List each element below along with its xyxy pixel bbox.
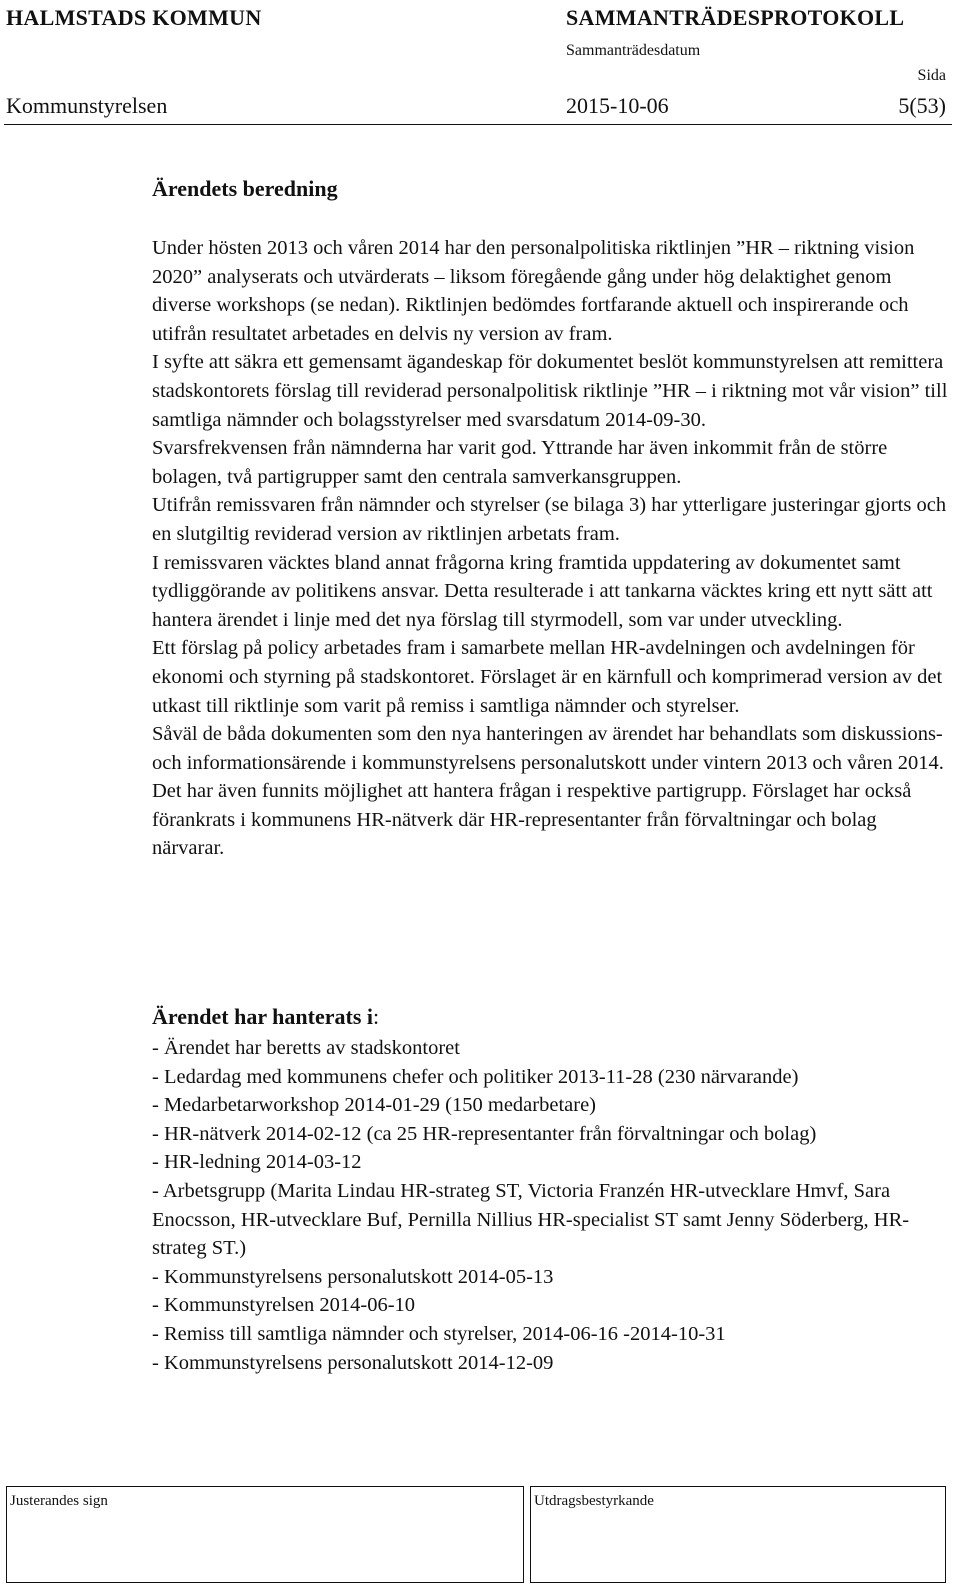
organization-name: HALMSTADS KOMMUN [6, 5, 262, 30]
extract-certification-box [530, 1486, 946, 1583]
section-title: Ärendets beredning [152, 176, 338, 201]
list-item: - HR-nätverk 2014-02-12 (ca 25 HR-representanter från förvaltningar och bolag) [152, 1122, 817, 1145]
list-item: - Ledardag med kommunens chefer och politiker 2013-11-28 (230 närvarande) [152, 1065, 799, 1088]
page-label: Sida [917, 67, 946, 84]
paragraph: Ett förslag på policy arbetades fram i samarbete mellan HR-avdelningen och avdelningen för ekonomi och styrning på stadskontoret. Förslaget är en kärnfull och komprimerad version av det utkast till riktlinje som varit på remiss i samtliga nämnder och styrelser. [152, 637, 943, 717]
handled-list [152, 1034, 942, 1377]
list-item: - Kommunstyrelsen 2014-06-10 [152, 1294, 416, 1317]
paragraph: I remissvaren väcktes bland annat frågorna kring framtida uppdatering av dokumentet samt tydliggörande av politikens ansvar. Detta resulterade i att tankarna väcktes kring ett nytt sätt att hantera ärendet i linje med det nya förslag till styrmodell, som var under utveckling. [152, 551, 933, 631]
handled-heading-colon: : [373, 1004, 380, 1029]
document-type: SAMMANTRÄDESPROTOKOLL [566, 5, 905, 30]
meeting-date: 2015-10-06 [566, 93, 669, 118]
meeting-date-label: Sammanträdesdatum [566, 42, 701, 59]
paragraph: Utifrån remissvaren från nämnder och styrelser (se bilaga 3) har ytterligare justeringar gjorts och en slutgiltig reviderad version av riktlinjen arbetats fram. [152, 494, 947, 545]
section-body [152, 234, 952, 863]
handled-heading-text: Ärendet har hanterats i [152, 1004, 374, 1029]
list-item: - Ärendet har beretts av stadskontoret [152, 1037, 460, 1059]
committee-name: Kommunstyrelsen [6, 93, 168, 118]
paragraph: Svarsfrekvensen från nämnderna har varit god. Yttrande har även inkommit från de större bolagen, två partigrupper samt den centrala samverkansgruppen. [152, 437, 888, 488]
paragraph: Under hösten 2013 och våren 2014 har den personalpolitiska riktlinjen ”HR – riktning vision 2020” analyserats och utvärderats – liksom föregående gång under hög delaktighet genom diverse workshops (se nedan). Riktlinjen bedömdes fortfarande aktuell och inspirerande och utifrån resultatet arbetades en delvis ny version av fram. [152, 237, 915, 345]
handled-heading [152, 1004, 379, 1030]
list-item: - Remiss till samtliga nämnder och styrelser, 2014-06-16 -2014-10-31 [152, 1322, 726, 1345]
list-item: - HR-ledning 2014-03-12 [152, 1151, 362, 1174]
paragraph: Såväl de båda dokumenten som den nya hanteringen av ärendet har behandlats som diskussions- och informationsärende i kommunstyrelsens personalutskott under vintern 2013 och våren 2014. Det har även funnits möjlighet att hantera frågan i respektive partigrupp. Förslaget har också förankrats i kommunens HR-nätverk där HR-representanter från förvaltningar och bolag närvarar. [152, 723, 944, 860]
list-item: - Arbetsgrupp (Marita Lindau HR-strateg ST, Victoria Franzén HR-utvecklare Hmvf, Sara Enocsson, HR-utvecklare Buf, Pernilla Nillius HR-specialist ST samt Jenny Söderberg, HR-strateg ST.) [152, 1179, 910, 1260]
paragraph: I syfte att säkra ett gemensamt ägandeskap för dokumentet beslöt kommunstyrelsen att remittera stadskontorets förslag till reviderad personalpolitisk riktlinje ”HR – i riktning mot vår vision” till samtliga nämnder och bolagsstyrelser med svarsdatum 2014-09-30. [152, 351, 948, 431]
signature-box [6, 1486, 524, 1583]
extract-certification-label: Utdragsbestyrkande [534, 1493, 654, 1509]
header-divider [4, 124, 952, 125]
signature-label: Justerandes sign [10, 1493, 108, 1509]
list-item: - Medarbetarworkshop 2014-01-29 (150 medarbetare) [152, 1094, 597, 1117]
list-item: - Kommunstyrelsens personalutskott 2014-12-09 [152, 1351, 554, 1374]
list-item: - Kommunstyrelsens personalutskott 2014-05-13 [152, 1265, 554, 1288]
page-number: 5(53) [898, 93, 946, 118]
